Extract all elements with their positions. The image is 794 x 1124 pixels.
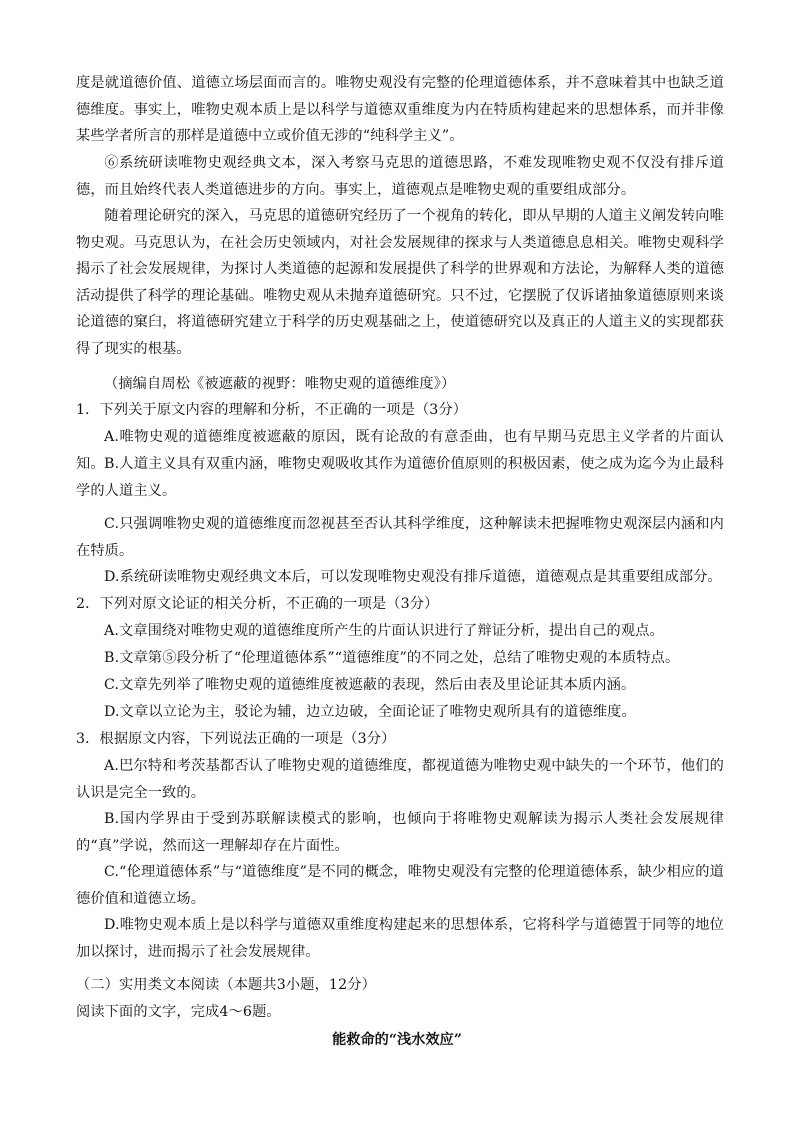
question-2-option-b: B.文章第⑤段分析了“伦理道德体系”“道德维度”的不同之处，总结了唯物史观的本质特点。 — [104, 650, 680, 666]
question-3-stem: 3．根据原文内容，下列说法正确的一项是（3分） — [76, 731, 396, 747]
passage-source: （摘编自周松《被遮蔽的视野：唯物史观的道德维度》） — [104, 376, 456, 392]
question-1-option-b: B.人道主义具有双重内涵，唯物史观吸收其作为道德价值原则的积极因素，使之成为迄今为止最科学的人道主义。 — [76, 456, 724, 499]
question-3-option-b: B.国内学界由于受到苏联解读模式的影响，也倾向于将唯物史观解读为揭示人类社会发展规律的“真”学说，然而这一理解却存在片面性。 — [76, 811, 724, 854]
question-2-option-a: A.文章围绕对唯物史观的道德维度所产生的片面认识进行了辩证分析，提出自己的观点。 — [104, 623, 664, 639]
question-3-option-c: C.“伦理道德体系”与“道德维度”是不同的概念，唯物史观没有完整的伦理道德体系，缺少相应的道德价值和道德立场。 — [76, 864, 724, 907]
question-1-option-a: A.唯物史观的道德维度被遮蔽的原因，既有论敌的有意歪曲，也有早期马克思主义学者的片面认知。 — [76, 429, 724, 472]
question-2-option-c: C.文章先列举了唯物史观的道德维度被遮蔽的表现，然后由表及里论证其本质内涵。 — [104, 677, 636, 693]
passage-paragraph-continued: 度是就道德价值、道德立场层面而言的。唯物史观没有完整的伦理道德体系，并不意味着其中也缺乏道德维度。事实上，唯物史观本质上是以科学与道德双重维度为内在特质构建起来的思想体系，而并非像某些学者所言的那样是道德中立或价值无涉的“纯科学主义”。 — [76, 75, 724, 144]
passage-paragraph-7: 随着理论研究的深入，马克思的道德研究经历了一个视角的转化，即从早期的人道主义阐发转向唯物史观。马克思认为，在社会历史领域内，对社会发展规律的探求与人类道德息息相关。唯物史观科学揭示了社会发展规律，为探讨人类道德的起源和发展提供了科学的世界观和方法论，为解释人类的道德活动提供了科学的理论基础。唯物史观从未抛弃道德研究。只不过，它摆脱了仅诉诸抽象道德原则来谈论道德的窠臼，将道德研究建立于科学的历史观基础之上，使道德研究以及真正的人道主义的实现都获得了现实的根基。 — [76, 208, 724, 357]
question-1-stem: 1．下列关于原文内容的理解和分析，不正确的一项是（3分） — [76, 402, 468, 418]
passage-paragraph-6: ⑥系统研读唯物史观经典文本，深入考察马克思的道德思路，不难发现唯物史观不仅没有排斥道德，而且始终代表人类道德进步的方向。事实上，道德观点是唯物史观的重要组成部分。 — [76, 155, 724, 198]
section-2-heading: （二）实用类文本阅读（本题共3小题，12分） — [76, 977, 376, 993]
question-1-option-d: D.系统研读唯物史观经典文本后，可以发现唯物史观没有排斥道德，道德观点是其重要组成部分。 — [104, 569, 722, 585]
section-2-instruction: 阅读下面的文字，完成4～6题。 — [76, 1004, 281, 1020]
question-3-option-a: A.巴尔特和考茨基都否认了唯物史观的道德维度，都视道德为唯物史观中缺失的一个环节，他们的认识是完全一致的。 — [76, 758, 724, 801]
question-2-option-d: D.文章以立论为主，驳论为辅，边立边破，全面论证了唯物史观所具有的道德维度。 — [104, 704, 636, 720]
question-3-option-d: D.唯物史观本质上是以科学与道德双重维度构建起来的思想体系，它将科学与道德置于同等的地位加以探讨，进而揭示了社会发展规律。 — [76, 917, 724, 960]
article-title: 能救命的“浅水效应” — [332, 1032, 462, 1048]
question-2-stem: 2．下列对原文论证的相关分析，不正确的一项是（3分） — [76, 596, 439, 612]
question-1-option-c: C.只强调唯物史观的道德维度而忽视甚至否认其科学维度，这种解读未把握唯物史观深层内涵和内在特质。 — [76, 516, 724, 559]
